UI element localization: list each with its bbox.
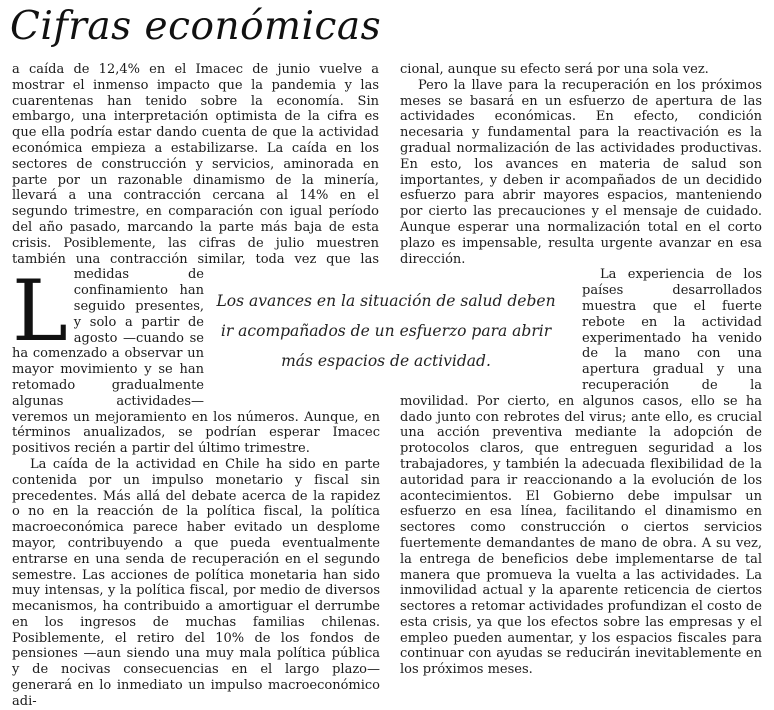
paragraph-continued: cional, aunque su efecto será por una sola vez.	[400, 62, 709, 77]
article-title: Cifras económicas	[10, 4, 382, 49]
paragraph-4: La experiencia de los países desarrollados muestra que el fuerte rebote en la actividad experimentado ha venido de la mano con una apertura gradual y una recuperación de la movilidad. Por cierto, en algunos casos, ello se ha dado junto con rebrotes del virus; ante ello, es crucial una acción preventiva mediante la adopción de protocolos claros, que entreguen seguridad a los trabajadores, y también la adecuada flexibilidad de la autoridad para ir reaccionando a la evolución de los acontecimientos. El Gobierno debe impulsar un esfuerzo en esa línea, facilitando el dinamismo en sectores como construcción o ciertos servicios fuertemente demandantes de mano de obra. A su vez, la entrega de beneficios debe implementarse de tal manera que promueva la vuelta a las actividades. La inmovilidad actual y la aparente reticencia de ciertos sectores a retomar actividades profundizan el costo de esta crisis, ya que los efectos sobre las empresas y el empleo pueden aumentar, y los espacios fiscales para continuar con ayudas se reducirán inevitablemente en los próximos meses.	[400, 267, 762, 678]
left-column	[12, 62, 380, 710]
paragraph-2: La caída de la actividad en Chile ha sido en parte contenida por un impulso monetario y fiscal sin precedentes. Más allá del debate acerca de la rapidez o no en la reacción de la política fiscal, la política macroeconómica parece haber evitado un desplome mayor, contribuyendo a que pueda eventualmente entrarse en una senda de recuperación en el segundo semestre. Las acciones de política monetaria han sido muy intensas, y la política fiscal, por medio de diversos mecanismos, ha contribuido a amortiguar el derrumbe en los ingresos de muchas familias chilenas. Posiblemente, el retiro del 10% de los fondos de pensiones —aun siendo una muy mala política pública y de nocivas consecuencias en el largo plazo— generará en lo inmediato un impulso macroeconómico adi-	[12, 456, 380, 709]
drop-cap: L	[12, 262, 68, 360]
pull-quote: Los avances en la situación de salud deben ir acompañados de un esfuerzo para abrir más espacios de actividad.	[216, 292, 556, 370]
paragraph-1: L a caída de 12,4% en el Imacec de junio vuelve a mostrar el inmenso impacto que la pandemia y las cuarentenas han tenido sobre la economía. Sin embargo, una interpretación optimista de la cifra es que ella podría estar dando cuenta de que la actividad económica empieza a estabilizarse. La caída en los sectores de construcción y servicios, aminorada en parte por un razonable dinamismo de la minería, llevará a una contracción cercana al 14% en el segundo trimestre, en comparación con igual período del año pasado, marcando la parte más baja de esta crisis. Posiblemente, las cifras de julio muestren también una contracción similar, toda vez que las medidas de confinamiento han seguido presentes, y solo a partir de agosto —cuando se ha comenzado a observar un mayor movimiento y se han retomado gradualmente algunas actividades— veremos un mejoramiento en los números. Aunque, en términos anualizados, se podrían esperar Imacec positivos recién a partir del último trimestre.	[12, 62, 380, 457]
paragraph-3: Pero la llave para la recuperación en los próximos meses se basará en un esfuerzo de apertura de las actividades económicas. En efecto, condición necesaria y fundamental para la reactivación es la gradual normalización de las actividades productivas. En esto, los avances en materia de salud son importantes, y deben ir acompañados de un decidido esfuerzo para abrir mayores espacios, manteniendo por cierto las precauciones y el mensaje de cuidado. Aunque esperar una normalización total en el corto plazo es impensable, resulta urgente avanzar en esa dirección.	[400, 77, 762, 267]
